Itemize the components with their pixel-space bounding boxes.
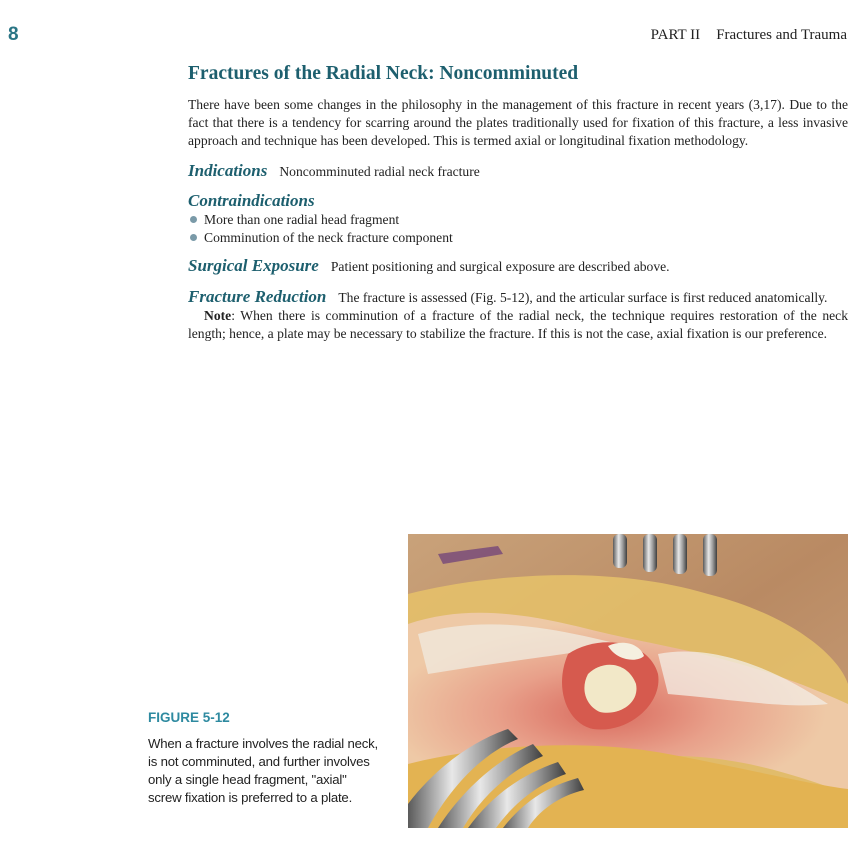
list-item: More than one radial head fragment — [188, 211, 848, 229]
fracture-reduction-heading: Fracture Reduction — [188, 287, 327, 307]
intro-paragraph: There have been some changes in the philosophy in the management of this fracture in recent years (3,17). Due to the fact that there is a tendency for scarring around the plates traditionally used for fixation of this fracture, a less invasive approach and technique has been developed. This is termed axial or longitudinal fixation methodology. — [188, 97, 848, 149]
figure-label: FIGURE 5-12 — [148, 710, 230, 725]
surgical-photo — [408, 534, 848, 828]
note-text: : When there is comminution of a fracture of the radial neck, the technique requires restoration of the neck length; hence, a plate may be necessary to stabilize the fracture. If this is not the case, axial fixation is our preference. — [188, 308, 848, 342]
indications-block — [188, 162, 848, 181]
fracture-reduction-text: The fracture is assessed (Fig. 5-12), and the articular surface is first reduced anatomically. — [338, 290, 828, 306]
note-label: Note — [204, 308, 232, 324]
page-number: 8 — [8, 24, 19, 45]
bullet-icon — [190, 234, 197, 241]
indications-text: Noncomminuted radial neck fracture — [279, 164, 480, 180]
indications-heading: Indications — [188, 161, 268, 181]
running-head-title: Fractures and Trauma — [716, 27, 847, 43]
surgical-photo-illustration — [408, 534, 848, 828]
list-item: Comminution of the neck fracture component — [188, 229, 848, 247]
contraindications-block — [188, 191, 848, 247]
note-paragraph — [188, 307, 848, 343]
contraindications-heading: Contraindications — [188, 191, 315, 211]
section-title: Fractures of the Radial Neck: Noncomminuted — [188, 63, 579, 84]
running-head — [651, 27, 847, 44]
contraindications-list — [188, 211, 848, 247]
bullet-icon — [190, 216, 197, 223]
surgical-exposure-text: Patient positioning and surgical exposure are described above. — [330, 259, 670, 275]
figure-caption: When a fracture involves the radial neck, is not comminuted, and further involves only a single head fragment, "axial" screw fixation is preferred to a plate. — [148, 736, 379, 805]
surgical-exposure-block — [188, 257, 848, 276]
fracture-reduction-block — [188, 288, 848, 343]
surgical-exposure-heading: Surgical Exposure — [188, 256, 319, 276]
running-head-part: PART II — [650, 27, 701, 43]
main-content — [188, 62, 848, 343]
